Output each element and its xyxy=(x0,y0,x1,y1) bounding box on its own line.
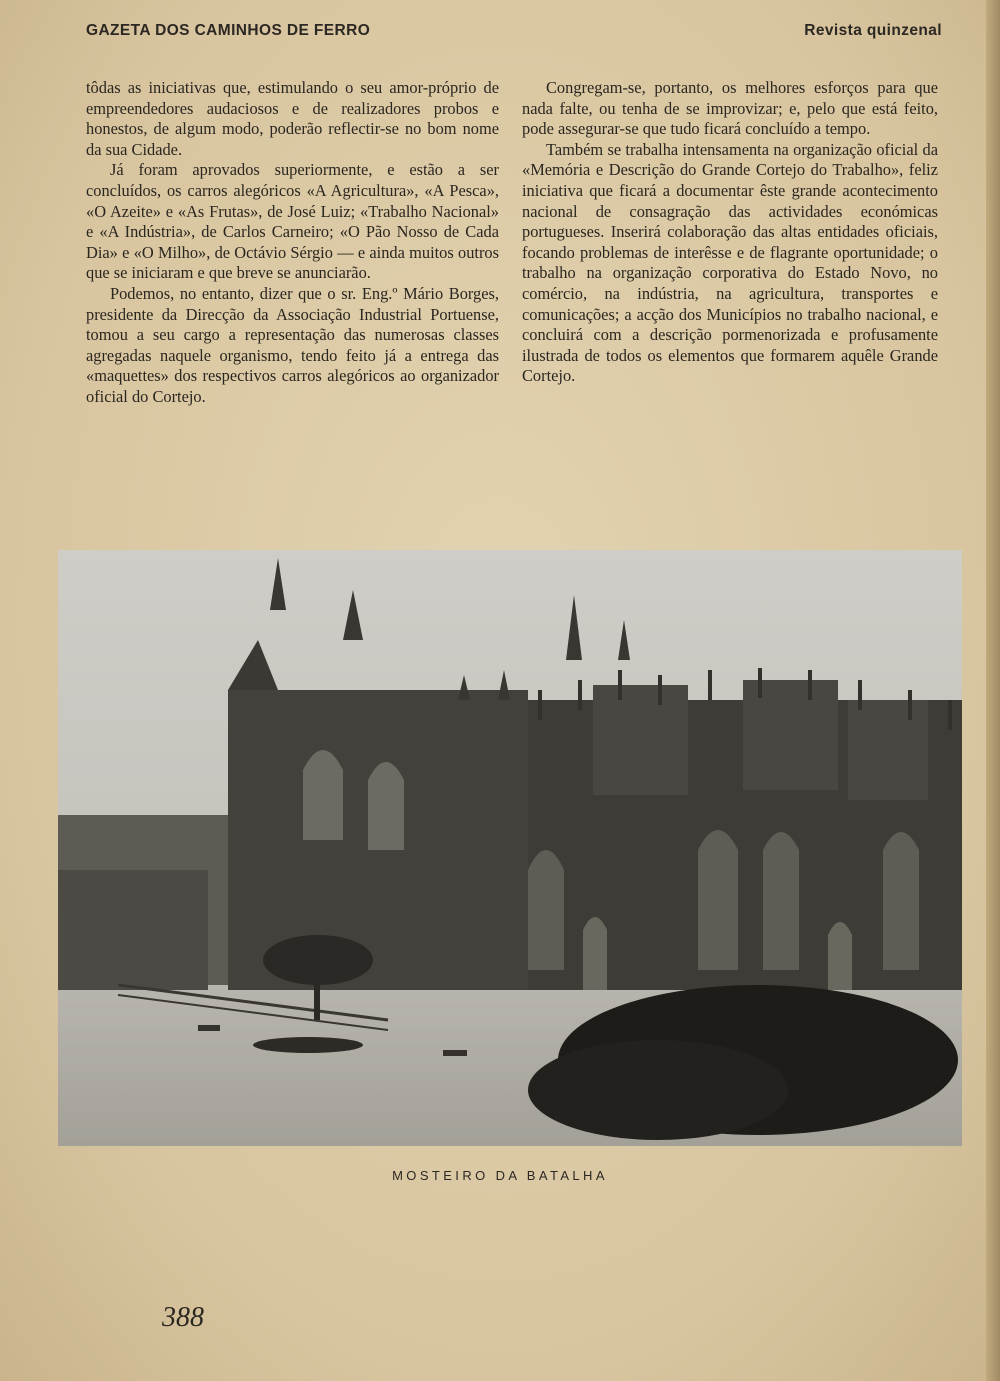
paragraph: Congregam-se, portanto, os melhores esforços para que nada falte, ou tenha de se improvizar; e, pelo que está feito, pode assegurar-se que tudo ficará concluído a tempo. xyxy=(522,78,938,139)
page-number: 388 xyxy=(162,1302,204,1333)
text-column-left xyxy=(86,78,499,408)
photo-caption: MOSTEIRO DA BATALHA xyxy=(392,1168,608,1183)
running-header xyxy=(86,22,942,48)
publication-frequency: Revista quinzenal xyxy=(804,22,942,39)
paragraph: Já foram aprovados superiormente, e estão a ser concluídos, os carros alegóricos «A Agricultura», «A Pesca», «O Azeite» e «As Frutas», de José Luiz; «Trabalho Nacional» e «A Indústria», de Carlos Carneiro; «O Pão Nosso de Cada Dia» e «O Milho», de Octávio Sérgio — e ainda muitos outros que se iniciaram e que breve se anunciarão. xyxy=(86,160,499,283)
monastery-photograph xyxy=(58,550,962,1146)
paragraph: tôdas as iniciativas que, estimulando o seu amor-próprio de empreendedores audaciosos e de realizadores probos e honestos, de algum modo, poderão reflectir-se no bom nome da sua Cidade. xyxy=(86,78,499,159)
paragraph: Podemos, no entanto, dizer que o sr. Eng.º Mário Borges, presidente da Direcção da Associação Industrial Portuense, tomou a seu cargo a representação das numerosas classes agregadas naquele organismo, tendo feito já a entrega das «maquettes» dos respectivos carros alegóricos ao organizador oficial do Cortejo. xyxy=(86,283,499,406)
text-column-right xyxy=(522,78,938,387)
paragraph: Também se trabalha intensamenta na organização oficial da «Memória e Descrição do Grande Cortejo do Trabalho», feliz iniciativa que ficará a documentar êste grande acontecimento nacional de consagração das actividades económicas portugueses. Inserirá colaboração das altas entidades oficiais, focando problemas de interêsse e de flagrante oportunidade; o trabalho na organização corporativa do Estado Novo, no comércio, na indústria, na agricultura, transportes e comunicações; a acção dos Municípios no trabalho nacional, e concluirá com a descrição pormenorizada e profusamente ilustrada de todos os elementos que formarem aquêle Grande Cortejo. xyxy=(522,139,938,386)
publication-title: GAZETA DOS CAMINHOS DE FERRO xyxy=(86,22,371,39)
